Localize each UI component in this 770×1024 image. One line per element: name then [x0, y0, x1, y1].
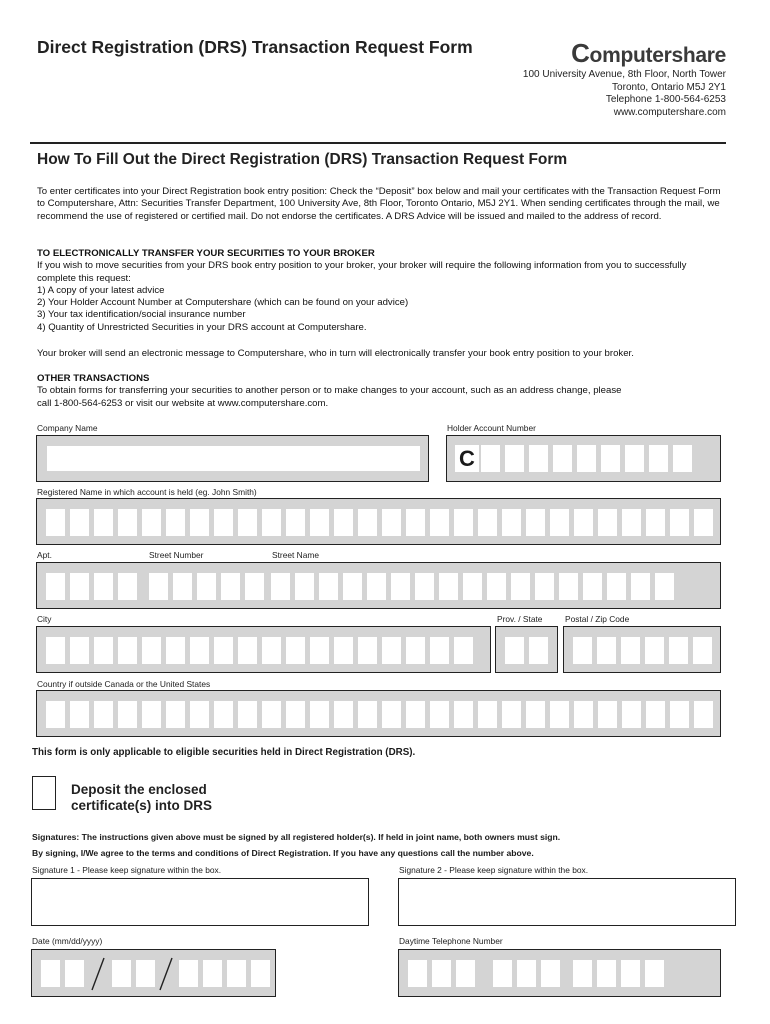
street-name-cells[interactable] [271, 573, 674, 600]
registered-name-cells[interactable] [46, 509, 713, 536]
signature1-box[interactable] [31, 878, 369, 926]
city-cells[interactable] [46, 637, 473, 664]
char-cell[interactable] [46, 701, 65, 728]
char-cell[interactable] [149, 573, 168, 600]
char-cell[interactable] [526, 701, 545, 728]
char-cell[interactable] [190, 637, 209, 664]
apt-label: Apt. [37, 550, 52, 560]
char-cell[interactable] [559, 573, 578, 600]
char-cell[interactable] [118, 573, 137, 600]
char-cell[interactable] [286, 509, 305, 536]
char-cell[interactable] [367, 573, 386, 600]
char-cell[interactable] [577, 445, 596, 472]
char-cell[interactable] [406, 701, 425, 728]
char-cell[interactable] [553, 445, 572, 472]
signature-terms: By signing, I/We agree to the terms and conditions of Direct Registration. If you have any questions call the number above. [32, 848, 534, 858]
char-cell[interactable] [598, 509, 617, 536]
char-cell[interactable] [179, 960, 198, 987]
char-cell[interactable] [454, 637, 473, 664]
char-cell[interactable] [511, 573, 530, 600]
char-cell[interactable] [46, 509, 65, 536]
char-cell[interactable] [166, 701, 185, 728]
char-cell[interactable] [646, 701, 665, 728]
char-cell[interactable] [190, 701, 209, 728]
transfer-item: 3) Your tax identification/social insurance number [37, 309, 246, 321]
char-cell[interactable] [430, 637, 449, 664]
char-cell[interactable] [310, 509, 329, 536]
char-cell[interactable] [46, 573, 65, 600]
holder-prefix: C [455, 445, 479, 472]
char-cell[interactable] [245, 573, 264, 600]
char-cell[interactable] [334, 637, 353, 664]
char-cell[interactable] [238, 509, 257, 536]
char-cell[interactable] [46, 637, 65, 664]
deposit-label-line: certificate(s) into DRS [71, 798, 213, 813]
char-cell[interactable] [118, 509, 137, 536]
char-cell[interactable] [645, 960, 664, 987]
char-cell[interactable] [622, 509, 641, 536]
char-cell[interactable] [670, 509, 689, 536]
char-cell[interactable] [221, 573, 240, 600]
prov-state-label: Prov. / State [497, 614, 543, 624]
char-cell[interactable] [478, 509, 497, 536]
computershare-logo [571, 38, 726, 69]
char-cell[interactable] [583, 573, 602, 600]
char-cell[interactable] [214, 509, 233, 536]
char-cell[interactable] [526, 509, 545, 536]
char-cell[interactable] [529, 445, 548, 472]
instructions-heading: How To Fill Out the Direct Registration (DRS) Transaction Request Form [37, 151, 568, 168]
char-cell[interactable] [432, 960, 451, 987]
char-cell[interactable] [493, 960, 512, 987]
char-cell[interactable] [41, 960, 60, 987]
char-cell[interactable] [118, 701, 137, 728]
char-cell[interactable] [655, 573, 674, 600]
char-cell[interactable] [142, 509, 161, 536]
other-section [37, 373, 727, 410]
eligibility-notice: This form is only applicable to eligible securities held in Direct Registration (DRS). [32, 747, 416, 758]
phone-exchange-cells[interactable] [493, 960, 560, 987]
char-cell[interactable] [505, 637, 524, 664]
char-cell[interactable] [597, 960, 616, 987]
signature1-label: Signature 1 - Please keep signature within the box. [32, 865, 222, 875]
company-name-input[interactable] [47, 446, 420, 471]
char-cell[interactable] [343, 573, 362, 600]
country-label: Country if outside Canada or the United States [37, 679, 211, 689]
holder-account-field[interactable] [446, 435, 721, 482]
other-heading: OTHER TRANSACTIONS [37, 373, 150, 384]
street-number-label: Street Number [149, 550, 204, 560]
char-cell[interactable] [382, 637, 401, 664]
char-cell[interactable] [334, 701, 353, 728]
char-cell[interactable] [358, 637, 377, 664]
char-cell[interactable] [214, 637, 233, 664]
char-cell[interactable] [649, 445, 668, 472]
char-cell[interactable] [65, 960, 84, 987]
phone-label: Daytime Telephone Number [399, 936, 503, 946]
char-cell[interactable] [118, 637, 137, 664]
char-cell[interactable] [502, 509, 521, 536]
char-cell[interactable] [334, 509, 353, 536]
char-cell[interactable] [358, 509, 377, 536]
company-name-label: Company Name [37, 423, 98, 433]
char-cell[interactable] [454, 509, 473, 536]
phone-area-cells[interactable] [408, 960, 475, 987]
char-cell[interactable] [415, 573, 434, 600]
holder-account-label: Holder Account Number [447, 423, 536, 433]
char-cell[interactable] [70, 573, 89, 600]
char-cell[interactable] [238, 701, 257, 728]
char-cell[interactable] [598, 701, 617, 728]
transfer-heading: TO ELECTRONICALLY TRANSFER YOUR SECURITIES TO YOUR BROKER [37, 248, 375, 259]
char-cell[interactable] [487, 573, 506, 600]
country-field[interactable] [36, 690, 721, 737]
broker-note: Your broker will send an electronic message to Computershare, who in turn will electronically transfer your book entry position to your broker. [37, 348, 634, 359]
transfer-item: 4) Quantity of Unrestricted Securities in your DRS account at Computershare. [37, 321, 367, 333]
char-cell[interactable] [645, 637, 664, 664]
char-cell[interactable] [456, 960, 475, 987]
char-cell[interactable] [574, 509, 593, 536]
char-cell[interactable] [693, 637, 712, 664]
char-cell[interactable] [70, 509, 89, 536]
transfer-item: 2) Your Holder Account Number at Computershare (which can be found on your advice) [37, 297, 409, 309]
deposit-label-line: Deposit the enclosed [71, 782, 207, 797]
char-cell[interactable] [251, 960, 270, 987]
char-cell[interactable] [142, 637, 161, 664]
char-cell[interactable] [271, 573, 290, 600]
date-day-cells[interactable] [112, 960, 155, 987]
char-cell[interactable] [430, 701, 449, 728]
char-cell[interactable] [70, 701, 89, 728]
date-separator [157, 956, 175, 992]
char-cell[interactable] [621, 960, 640, 987]
char-cell[interactable] [142, 701, 161, 728]
postal-code-label: Postal / Zip Code [565, 614, 630, 624]
transfer-text: If you wish to move securities from your DRS book entry position to your broker, your broker will require the following information from you to successfully complete this request: [37, 260, 687, 284]
char-cell[interactable] [286, 637, 305, 664]
char-cell[interactable] [517, 960, 536, 987]
char-cell[interactable] [481, 445, 500, 472]
char-cell[interactable] [669, 637, 688, 664]
char-cell[interactable] [406, 637, 425, 664]
char-cell[interactable] [478, 701, 497, 728]
section-divider [30, 142, 726, 144]
char-cell[interactable] [622, 701, 641, 728]
char-cell[interactable] [463, 573, 482, 600]
postal-code-field[interactable] [563, 626, 721, 673]
company-address [523, 69, 726, 119]
address-line: 100 University Avenue, 8th Floor, North Tower [522, 69, 726, 80]
char-cell[interactable] [601, 445, 620, 472]
char-cell[interactable] [166, 509, 185, 536]
char-cell[interactable] [541, 960, 560, 987]
char-cell[interactable] [535, 573, 554, 600]
postal-code-cells[interactable] [573, 637, 712, 664]
phone-field[interactable] [398, 949, 721, 997]
date-month-cells[interactable] [41, 960, 84, 987]
char-cell[interactable] [382, 509, 401, 536]
char-cell[interactable] [262, 509, 281, 536]
char-cell[interactable] [173, 573, 192, 600]
form-title: Direct Registration (DRS) Transaction Request Form [37, 37, 473, 57]
char-cell[interactable] [573, 960, 592, 987]
deposit-checkbox[interactable] [32, 776, 56, 810]
char-cell[interactable] [574, 701, 593, 728]
holder-account-cells[interactable] [481, 445, 692, 472]
date-separator [89, 956, 107, 992]
char-cell[interactable] [238, 637, 257, 664]
intro-text: To enter certificates into your Direct Registration book entry position: Check the “Deposit” box below and mail your certificates with the Transaction Request Form to Computershare, Attn: Securities Transfer Department, 100 University Ave, 8th Floor, Toronto Ontario, M5J 2Y1. When sending certificates through the mail, we recommend the use of registered or certified mail. Do not endorse the certificates. A DRS Advice will be issued and mailed to the address of record. [37, 186, 721, 222]
char-cell[interactable] [382, 701, 401, 728]
other-text: To obtain forms for transferring your securities to another person or to make changes to your account, such as an address change, please [37, 385, 622, 397]
char-cell[interactable] [670, 701, 689, 728]
char-cell[interactable] [166, 637, 185, 664]
char-cell[interactable] [646, 509, 665, 536]
char-cell[interactable] [597, 637, 616, 664]
char-cell[interactable] [406, 509, 425, 536]
char-cell[interactable] [203, 960, 222, 987]
street-number-cells[interactable] [149, 573, 264, 600]
char-cell[interactable] [286, 701, 305, 728]
other-text: call 1-800-564-6253 or visit our website at www.computershare.com. [37, 397, 329, 409]
char-cell[interactable] [631, 573, 650, 600]
char-cell[interactable] [295, 573, 314, 600]
char-cell[interactable] [454, 701, 473, 728]
char-cell[interactable] [358, 701, 377, 728]
char-cell[interactable] [694, 509, 713, 536]
signature2-box[interactable] [398, 878, 736, 926]
char-cell[interactable] [227, 960, 246, 987]
char-cell[interactable] [391, 573, 410, 600]
city-field[interactable] [36, 626, 491, 673]
char-cell[interactable] [310, 701, 329, 728]
prov-state-field[interactable] [495, 626, 558, 673]
address-line: Telephone 1-800-564-6253 [605, 94, 726, 105]
char-cell[interactable] [310, 637, 329, 664]
registered-name-label: Registered Name in which account is held (eg. John Smith) [37, 487, 257, 497]
address-line: Toronto, Ontario M5J 2Y1 [612, 81, 726, 93]
char-cell[interactable] [197, 573, 216, 600]
registered-name-field[interactable] [36, 498, 721, 545]
char-cell[interactable] [550, 509, 569, 536]
logo-c: C [571, 38, 590, 68]
char-cell[interactable] [625, 445, 644, 472]
char-cell[interactable] [319, 573, 338, 600]
char-cell[interactable] [262, 701, 281, 728]
street-name-label: Street Name [272, 550, 320, 560]
char-cell[interactable] [94, 637, 113, 664]
phone-number-cells[interactable] [573, 960, 664, 987]
street-address-field[interactable] [36, 562, 721, 609]
char-cell[interactable] [694, 701, 713, 728]
char-cell[interactable] [529, 637, 548, 664]
char-cell[interactable] [136, 960, 155, 987]
apt-cells[interactable] [46, 573, 137, 600]
char-cell[interactable] [573, 637, 592, 664]
char-cell[interactable] [70, 637, 89, 664]
char-cell[interactable] [94, 573, 113, 600]
char-cell[interactable] [408, 960, 427, 987]
date-year-cells[interactable] [179, 960, 270, 987]
char-cell[interactable] [439, 573, 458, 600]
char-cell[interactable] [430, 509, 449, 536]
transfer-item: 1) A copy of your latest advice [37, 284, 165, 296]
char-cell[interactable] [262, 637, 281, 664]
transfer-section [37, 248, 727, 334]
char-cell[interactable] [607, 573, 626, 600]
date-field[interactable] [31, 949, 276, 997]
company-name-field[interactable] [36, 435, 429, 482]
char-cell[interactable] [112, 960, 131, 987]
logo-text: omputershare [589, 44, 726, 67]
deposit-label [71, 782, 212, 814]
char-cell[interactable] [214, 701, 233, 728]
char-cell[interactable] [94, 509, 113, 536]
char-cell[interactable] [550, 701, 569, 728]
address-line: www.computershare.com [613, 106, 726, 118]
char-cell[interactable] [94, 701, 113, 728]
signature-instructions: Signatures: The instructions given above must be signed by all registered holder(s). If held in joint name, both owners must sign. [32, 832, 561, 842]
prov-state-cells[interactable] [505, 637, 548, 664]
city-label: City [37, 614, 52, 624]
char-cell[interactable] [673, 445, 692, 472]
country-cells[interactable] [46, 701, 713, 728]
char-cell[interactable] [505, 445, 524, 472]
signature2-label: Signature 2 - Please keep signature within the box. [399, 865, 589, 875]
char-cell[interactable] [621, 637, 640, 664]
char-cell[interactable] [502, 701, 521, 728]
date-label: Date (mm/dd/yyyy) [32, 936, 103, 946]
char-cell[interactable] [190, 509, 209, 536]
